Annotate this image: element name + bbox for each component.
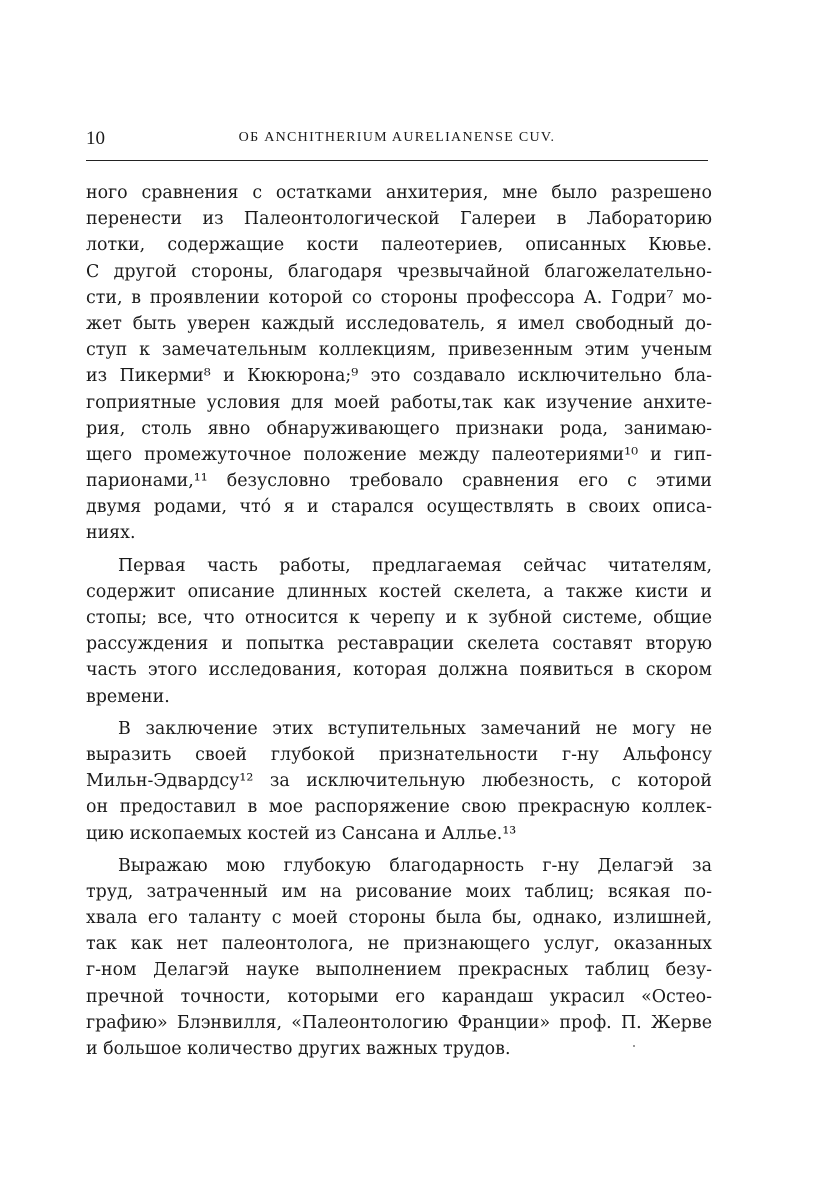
- page-number: 10: [86, 128, 105, 149]
- text-line: пречной точности, которыми его карандаш украсил «Остео-: [86, 986, 712, 1007]
- text-line: графию» Блэнвилля, «Палеонтологию Франции» проф. П. Жерве: [86, 1012, 712, 1033]
- text-line: ного сравнения с остатками анхитерия, мне было разрешено: [86, 183, 712, 203]
- text-line: парионами,¹¹ безусловно требовало сравнения его с этими: [86, 471, 712, 492]
- text-line: и большое количество других важных трудов.: [86, 1039, 511, 1059]
- text-line: Выражаю мою глубокую благодарность г-ну Делагэй за: [118, 855, 712, 876]
- text-line: времени.: [86, 686, 170, 707]
- text-line: цию ископаемых костей из Сансана и Аллье.¹³: [86, 823, 517, 844]
- text-line: сти, в проявлении которой со стороны профессора А. Годри⁷ мо-: [86, 287, 712, 308]
- print-speck: [633, 1045, 635, 1047]
- text-line: часть этого исследования, которая должна появиться в скором: [86, 660, 712, 681]
- text-line: из Пикерми⁸ и Кюкюрона;⁹ это создавало исключительно бла-: [86, 366, 712, 387]
- header-rule: [86, 160, 708, 161]
- text-line: перенести из Палеонтологической Галереи в Лабораторию: [86, 209, 712, 230]
- running-title: ОБ ANCHITHERIUM AURELIANENSE CUV.: [238, 130, 556, 145]
- text-line: В заключение этих вступительных замечаний не могу не: [118, 718, 712, 739]
- text-line: г-ном Делагэй науке выполнением прекрасных таблиц безу-: [86, 960, 712, 981]
- text-line: Первая часть работы, предлагаемая сейчас читателям,: [118, 555, 712, 576]
- text-line: щего промежуточное положение между палеотериями¹⁰ и гип-: [86, 444, 712, 465]
- paragraph-4: [86, 853, 712, 1063]
- text-line: жет быть уверен каждый исследователь, я имел свободный до-: [86, 313, 712, 334]
- page-header: [86, 126, 708, 156]
- text-line: гоприятные условия для моей работы,так как изучение анхите-: [86, 392, 712, 413]
- text-line: он предоставил в мое распоряжение свою прекрасную коллек-: [86, 797, 712, 818]
- text-line: Мильн-Эдвардсу¹² за исключительную любезность, с которой: [86, 771, 712, 792]
- paragraph-1: [86, 180, 712, 547]
- paragraph-2: [86, 553, 712, 710]
- text-line: так как нет палеонтолога, не признающего услуг, оказанных: [86, 934, 712, 955]
- text-line: труд, затраченный им на рисование моих таблиц; всякая по-: [86, 881, 712, 902]
- text-line: С другой стороны, благодаря чрезвычайной благожелательно-: [86, 261, 712, 282]
- paragraph-3: [86, 716, 712, 847]
- text-line: ниях.: [86, 523, 136, 544]
- text-line: выразить своей глубокой признательности г-ну Альфонсу: [86, 744, 712, 765]
- text-line: ступ к замечательным коллекциям, привезенным этим ученым: [86, 340, 712, 361]
- text-line: рассуждения и попытка реставрации скелета составят вторую: [86, 634, 712, 655]
- text-line: содержит описание длинных костей скелета, а также кисти и: [86, 581, 712, 602]
- text-line: хвала его таланту с моей стороны была бы, однако, излишней,: [86, 908, 712, 929]
- text-line: двумя родами, что́ я и старался осуществлять в своих описа-: [86, 497, 712, 518]
- text-line: лотки, содержащие кости палеотериев, описанных Кювье.: [86, 235, 712, 256]
- text-line: стопы; все, что относится к черепу и к зубной системе, общие: [86, 608, 712, 628]
- body-text: [86, 180, 712, 1062]
- text-line: рия, столь явно обнаруживающего признаки рода, занимаю-: [86, 418, 712, 439]
